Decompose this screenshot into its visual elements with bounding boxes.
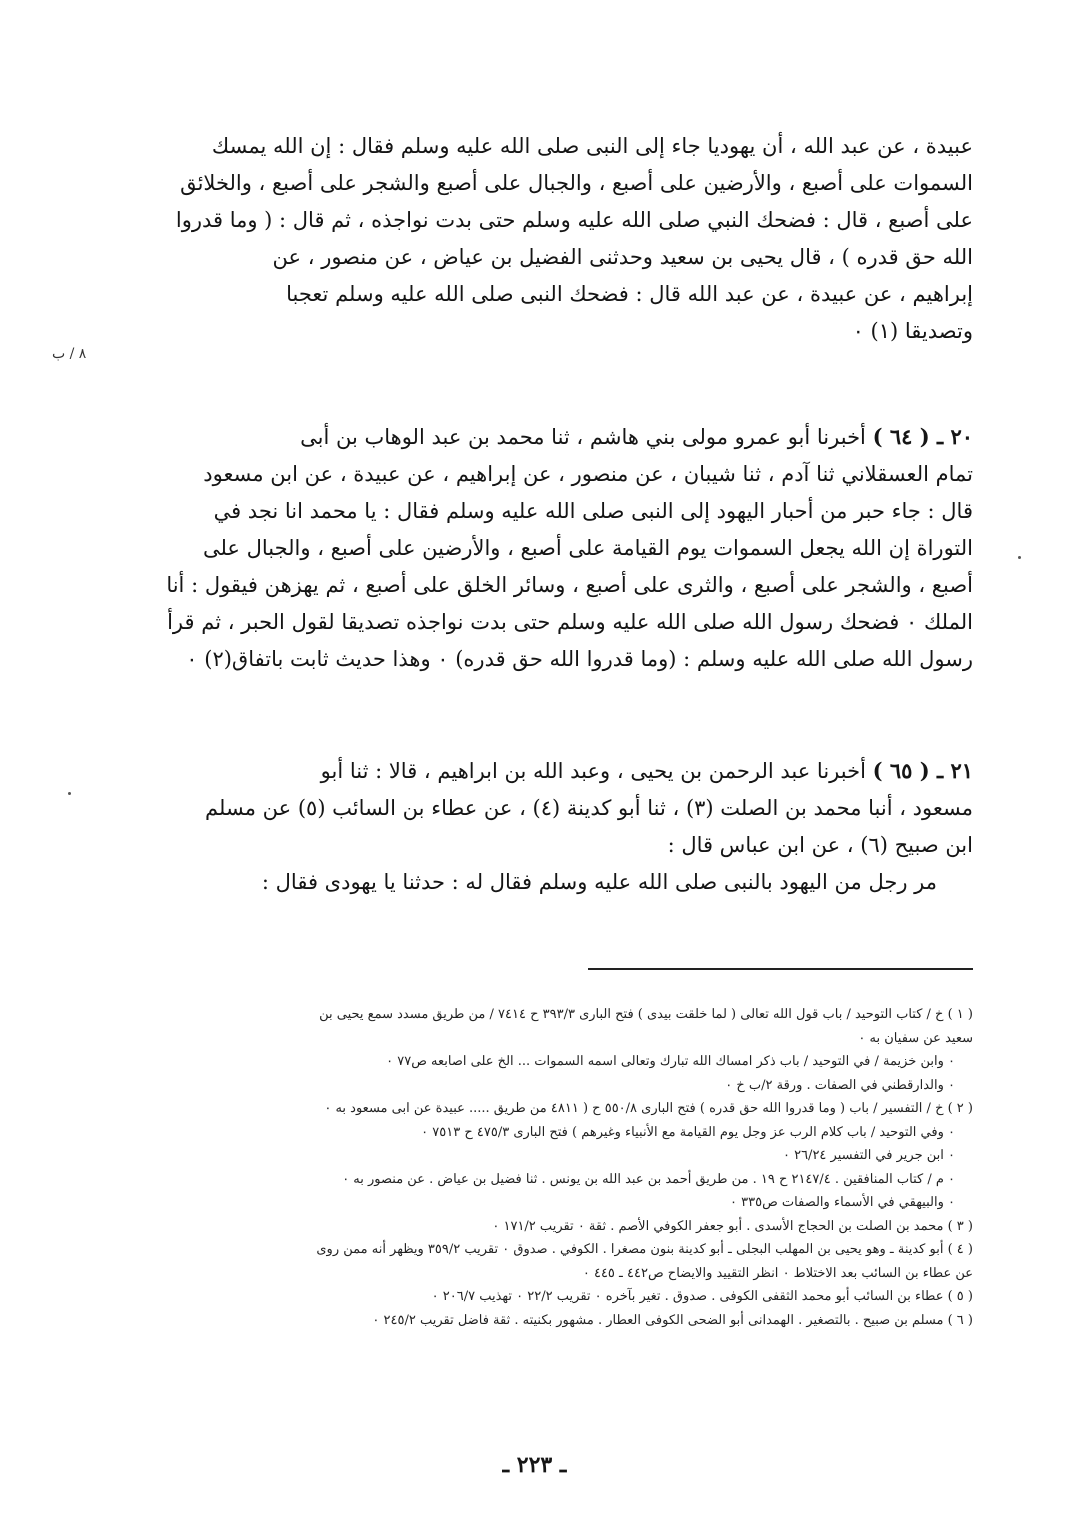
footnote-line: ٠ وفي التوحيد / باب كلام الرب عز وجل يوم القيامة مع الأنبياء وغيرهم ) فتح البارى ٤٧٥/٣ ح ٧٥١٣ ٠ (421, 1124, 955, 1140)
footnote-line: عن عطاء بن السائب بعد الاختلاط ٠ انظر التقييد والايضاح ص٤٤٢ ـ ٤٤٥ ٠ (582, 1265, 973, 1281)
footnote-line: ٠ م / كتاب المنافقين . ٢١٤٧/٤ ح ١٩ . من طريق أحمد بن عبد الله بن يونس . ثنا فضيل بن عياض . عن منصور به ٠ (342, 1171, 955, 1187)
text-line: عبيدة ، عن عبد الله ، أن يهوديا جاء إلى النبى صلى الله عليه وسلم فقال : إن الله يمسك (211, 134, 973, 158)
text-line: السموات على أصبع ، والأرضين على أصبع ، والجبال على أصبع والشجر على أصبع ، والخلائق (180, 171, 973, 195)
footnote-line: ( ١ ) خ / كتاب التوحيد / باب قول الله تعالى ( لما خلقت بيدى ) فتح البارى ٣٩٣/٣ ح ٧٤١٤ / من طريق مسدد سمع يحيى بن (319, 1007, 973, 1022)
text-line: مر رجل من اليهود بالنبى صلى الله عليه وسلم فقال له : حدثنا يا يهودى فقال : (261, 870, 937, 894)
margin-manuscript-reference: ٨ / ب (52, 346, 87, 362)
footnotes (100, 1003, 973, 1332)
footnote-line: ٠ والدارقطني في الصفات . ورقة ٢/ب خ ٠ (725, 1077, 955, 1093)
text-line: الله حق قدره ) ، قال يحيى بن سعيد وحدثنى الفضيل بن عياض ، عن منصور ، عن (272, 245, 973, 269)
footnote-line: ( ٥ ) عطاء بن السائب أبو محمد الثقفى الكوفى . صدوق . تغير بآخره ٠ تقريب ٢٢/٢ ٠ تهذيب ٢٠٦/٧ ٠ (431, 1289, 973, 1304)
hadith-number: ٢١ ـ ( ٦٥ ) (872, 758, 973, 783)
footnote-line: ٠ والبيهقي في الأسماء والصفات ص٣٣٥ ٠ (730, 1195, 955, 1210)
footnote-line: ( ٢ ) خ / التفسير / باب ( وما قدروا الله حق قدره ) فتح البارى ٥٥٠/٨ ح ( ٤٨١١ من طريق ..... عبيدة عن ابى مسعود به ٠ (324, 1101, 973, 1116)
footnote-line: ( ٣ ) محمد بن الصلت بن الحجاج الأسدى . أبو جعفر الكوفي الأصم . ثقة ٠ تقريب ١٧١/٢ ٠ (492, 1218, 973, 1234)
text-line: ابن صبيح (٦) ، عن ابن عباس قال : (667, 833, 973, 857)
scan-speck (68, 792, 71, 795)
text-line: التوراة إن الله يجعل السموات يوم القيامة على أصبع ، والأرضين على أصبع ، والجبال على (202, 536, 973, 560)
hadith-64 (158, 418, 973, 678)
section-1-text (158, 128, 973, 350)
text-line: قال : جاء حبر من أحبار اليهود إلى النبى صلى الله عليه وسلم فقال : يا محمد انا نجد في (213, 499, 973, 523)
hadith-text: أخبرنا عبد الرحمن بن يحيى ، وعبد الله بن ابراهيم ، قالا : ثنا أبو (320, 759, 866, 783)
hadith-text: أخبرنا أبو عمرو مولى بني هاشم ، ثنا محمد بن عبد الوهاب بن أبى (300, 425, 866, 449)
text-line: وتصديقا (١) ٠ (852, 319, 973, 343)
footnote-line: ٠ وابن خزيمة / في التوحيد / باب ذكر امساك الله تبارك وتعالى اسمه السموات ... الخ على اصابعه ص٧٧ ٠ (386, 1054, 955, 1069)
text-line: أصبع ، والشجر على أصبع ، والثرى على أصبع ، وسائر الخلق على أصبع ، ثم يهزهن فيقول : أنا (166, 573, 973, 597)
scan-speck (1018, 556, 1021, 559)
footnote-line: ( ٦ ) مسلم بن صبيح . بالتصغير . الهمدانى أبو الضحى الكوفى العطار . مشهور بكنيته . ثقة فاضل تقريب ٢٤٥/٢ ٠ (372, 1312, 973, 1328)
text-line: على أصبع ، قال : فضحك النبي صلى الله عليه وسلم حتى بدت نواجذه ، ثم قال : ( وما قدروا (175, 208, 973, 232)
page-number: ـ ٢٢٣ ـ (502, 1452, 567, 1478)
text-line: إبراهيم ، عن عبيدة ، عن عبد الله قال : فضحك النبى صلى الله عليه وسلم تعجبا (286, 282, 973, 306)
text-line: مسعود ، أنبا محمد بن الصلت (٣) ، ثنا أبو كدينة (٤) ، عن عطاء بن السائب (٥) عن مسلم (205, 796, 973, 820)
footnote-separator (588, 968, 973, 970)
footnote-line: سعيد عن سفيان به ٠ (858, 1030, 973, 1046)
text-line (158, 752, 973, 790)
footnote-line: ( ٤ ) أبو كدينة ـ وهو يحيى بن المهلب البجلى ـ أبو كدينة بنون مصغرا . الكوفي . صدوق ٠ تقريب ٣٥٩/٢ ويظهر أنه ممن روى (316, 1242, 973, 1257)
text-line: الملك ٠ فضحك رسول الله صلى الله عليه وسلم حتى بدت نواجذه تصديقا لقول الحبر ، ثم قرأ (167, 610, 973, 634)
footnote-line: ٠ ابن جرير في التفسير ٢٦/٢٤ ٠ (782, 1148, 955, 1163)
text-line: تمام العسقلاني ثنا آدم ، ثنا شيبان ، عن منصور ، عن إبراهيم ، عن عبيدة ، عن ابن مسعود (203, 462, 973, 486)
text-line: رسول الله صلى الله عليه وسلم : (وما قدروا الله حق قدره) ٠ وهذا حديث ثابت باتفاق(٢) ٠ (186, 647, 973, 671)
text-line (158, 418, 973, 456)
hadith-number: ٢٠ ـ ( ٦٤ ) (872, 424, 973, 449)
hadith-65 (158, 752, 973, 901)
